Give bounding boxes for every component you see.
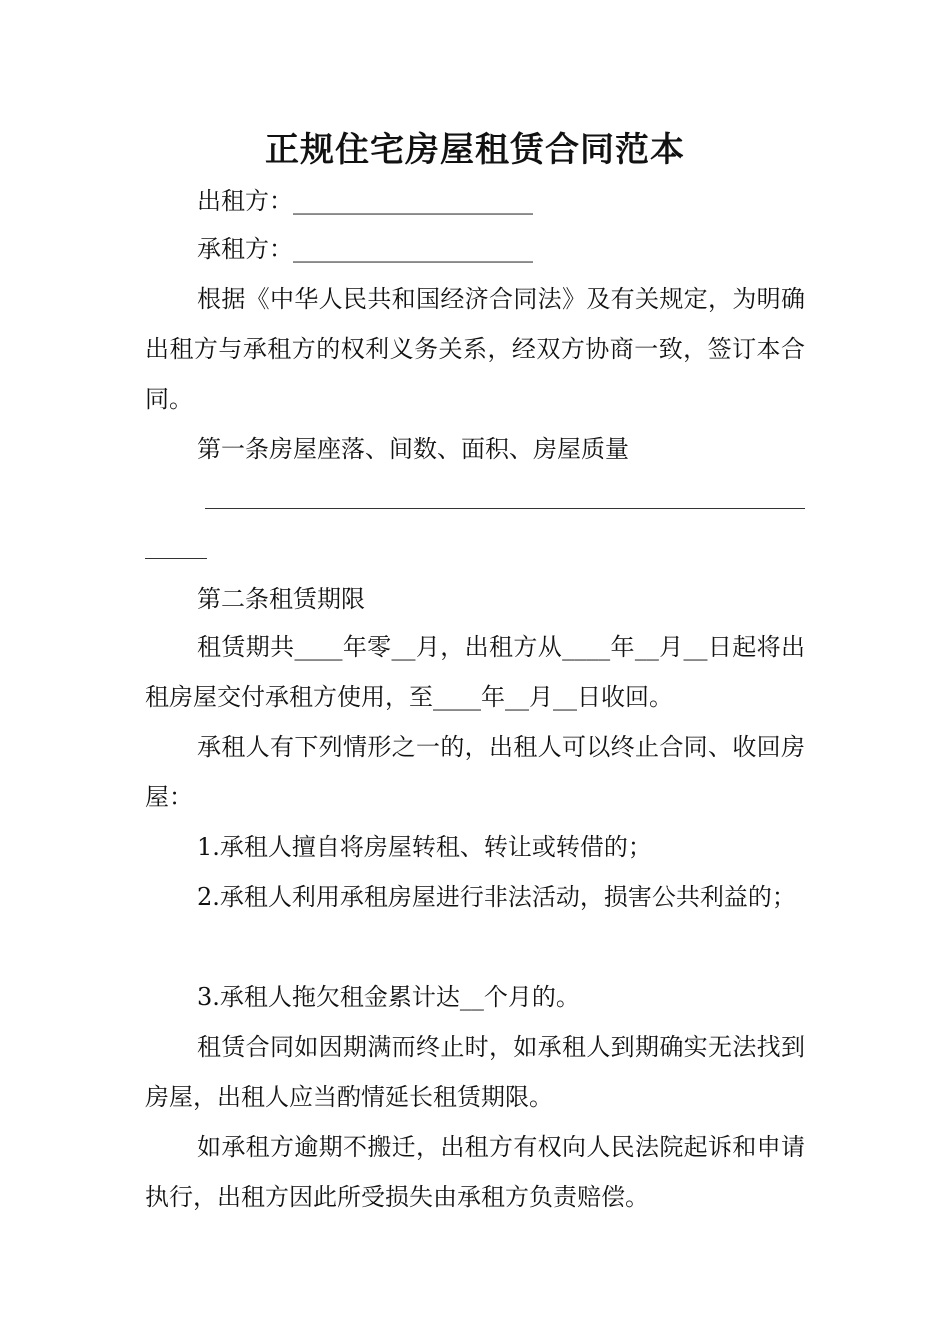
article2-term-paragraph: 租赁期共____年零__月，出租方从____年__月__日起将出租房屋交付承租方使用，至____年__月__日收回。 <box>145 633 805 711</box>
article1-heading: 第一条房屋座落、间数、面积、房屋质量 <box>197 435 629 463</box>
intro-paragraph: 根据《中华人民共和国经济合同法》及有关规定，为明确出租方与承租方的权利义务关系，经双方协商一致，签订本合同。 <box>145 285 805 413</box>
termination-intro-paragraph: 承租人有下列情形之一的，出租人可以终止合同、收回房屋： <box>145 733 805 811</box>
article1-blank-line <box>205 508 805 509</box>
article2-heading: 第二条租赁期限 <box>197 585 365 613</box>
document-title: 正规住宅房屋租赁合同范本 <box>265 130 685 170</box>
termination-item-2: 2.承租人利用承租房屋进行非法活动，损害公共利益的； <box>197 883 796 911</box>
termination-item-3: 3.承租人拖欠租金累计达__个月的。 <box>197 983 580 1011</box>
lessor-line: 出租方：____________________ <box>197 187 533 215</box>
lessee-line: 承租方：____________________ <box>197 235 533 263</box>
renewal-paragraph: 租赁合同如因期满而终止时，如承租人到期确实无法找到房屋，出租人应当酌情延长租赁期限。 <box>145 1033 805 1111</box>
article1-blank-line-continued <box>145 558 207 559</box>
termination-item-1: 1.承租人擅自将房屋转租、转让或转借的； <box>197 833 652 861</box>
overdue-paragraph: 如承租方逾期不搬迁，出租方有权向人民法院起诉和申请执行，出租方因此所受损失由承租方负责赔偿。 <box>145 1133 805 1211</box>
